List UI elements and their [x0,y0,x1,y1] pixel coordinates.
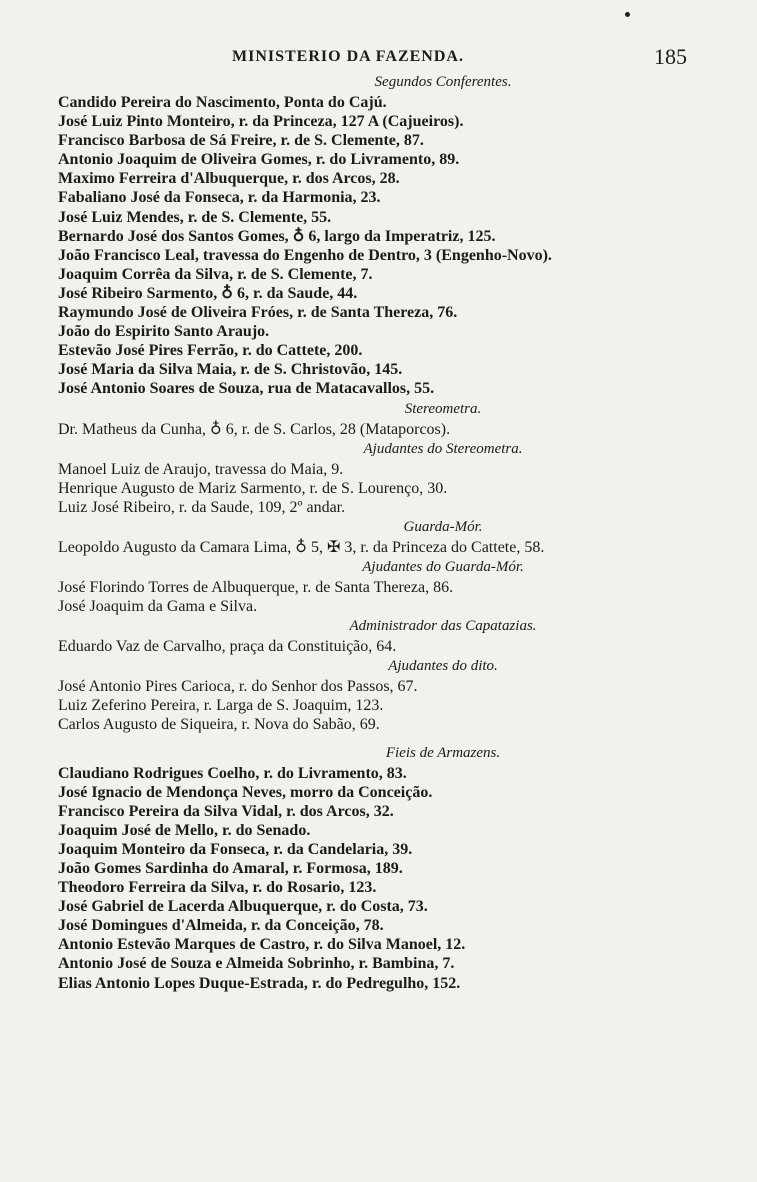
directory-entry: Antonio José de Souza e Almeida Sobrinho, r. Bambina, 7. [58,955,455,973]
directory-entry: José Luiz Mendes, r. de S. Clemente, 55. [58,208,332,226]
section [58,656,718,734]
section-title: Ajudantes do Stereometra. [363,440,523,457]
directory-entry: José Maria da Silva Maia, r. de S. Christovão, 145. [58,361,403,379]
section-title: Ajudantes do Guarda-Mór. [362,558,524,575]
directory-entry: Henrique Augusto de Mariz Sarmento, r. de S. Lourenço, 30. [58,479,448,497]
directory-entry: José Ignacio de Mendonça Neves, morro da Conceição. [58,783,433,801]
directory-entry: Leopoldo Augusto da Camara Lima, ♁ 5, ✠ 3, r. da Princeza do Cattete, 58. [58,538,545,556]
directory-entry: Antonio Joaquim de Oliveira Gomes, r. do Livramento, 89. [58,151,460,169]
directory-entry: Maximo Ferreira d'Albuquerque, r. dos Arcos, 28. [58,170,400,188]
section-title: Guarda-Mór. [403,518,483,535]
directory-entry: Theodoro Ferreira da Silva, r. do Rosario, 123. [58,879,377,897]
section [58,735,718,993]
directory-entry: João do Espirito Santo Araujo. [58,323,270,341]
section [58,399,718,439]
section [58,616,718,656]
directory-entry: Elias Antonio Lopes Duque-Estrada, r. do Pedregulho, 152. [58,974,461,992]
directory-entry: Manoel Luiz de Araujo, travessa do Maia, 9. [58,460,344,478]
section [58,72,718,399]
directory-entry: José Joaquim da Gama e Silva. [58,598,258,616]
directory-entry: José Antonio Pires Carioca, r. do Senhor dos Passos, 67. [58,678,418,696]
directory-entry: Luiz Zeferino Pereira, r. Larga de S. Joaquim, 123. [58,697,384,715]
directory-entry: Joaquim Corrêa da Silva, r. de S. Clemente, 7. [58,265,373,283]
directory-entry: Antonio Estevão Marques de Castro, r. do Silva Manoel, 12. [58,936,466,954]
ink-dot [625,12,630,17]
directory-entry: Claudiano Rodrigues Coelho, r. do Livramento, 83. [58,764,407,782]
section [58,557,718,616]
directory-entry: José Domingues d'Almeida, r. da Conceição, 78. [58,917,384,935]
directory-entry: João Francisco Leal, travessa do Engenho de Dentro, 3 (Engenho-Novo). [58,246,552,264]
section-title: Ajudantes do dito. [388,658,498,675]
directory-entry: Bernardo José dos Santos Gomes, ♁ 6, largo da Imperatriz, 125. [58,227,496,245]
directory-entry: Luiz José Ribeiro, r. da Saude, 109, 2º andar. [58,498,346,516]
directory-entry: Dr. Matheus da Cunha, ♁ 6, r. de S. Carlos, 28 (Mataporcos). [58,420,451,438]
directory-entry: José Luiz Pinto Monteiro, r. da Princeza, 127 A (Cajueiros). [58,113,464,131]
section-title: Fieis de Armazens. [385,744,501,761]
directory-entry: José Gabriel de Lacerda Albuquerque, r. do Costa, 73. [58,898,428,916]
section-title: Administrador das Capatazias. [349,618,537,635]
page-number: 185 [654,44,687,69]
directory-entry: Francisco Barbosa de Sá Freire, r. de S. Clemente, 87. [58,132,424,150]
directory-entry: Eduardo Vaz de Carvalho, praça da Constituição, 64. [58,638,397,656]
directory-entry: João Gomes Sardinha do Amaral, r. Formosa, 189. [58,860,403,877]
section-title: Segundos Conferentes. [374,74,512,90]
section [58,439,718,517]
running-title: MINISTERIO DA FAZENDA. [232,48,464,65]
directory-entry: José Antonio Soares de Souza, rua de Matacavallos, 55. [58,380,435,398]
directory-entry: Estevão José Pires Ferrão, r. do Cattete, 200. [58,342,363,360]
directory-entry: Joaquim Monteiro da Fonseca, r. da Candelaria, 39. [58,840,413,858]
directory-entry: Candido Pereira do Nascimento, Ponta do Cajú. [58,94,387,111]
directory-entry: Fabaliano José da Fonseca, r. da Harmonia, 23. [58,189,381,207]
section-title: Stereometra. [404,400,482,417]
directory-entry: Raymundo José de Oliveira Fróes, r. de Santa Thereza, 76. [58,304,458,322]
directory-entry: Francisco Pereira da Silva Vidal, r. dos Arcos, 32. [58,802,394,820]
directory-entry: Carlos Augusto de Siqueira, r. Nova do Sabão, 69. [58,716,380,734]
directory-listing [58,72,718,993]
directory-entry: José Florindo Torres de Albuquerque, r. de Santa Thereza, 86. [58,578,454,596]
directory-entry: José Ribeiro Sarmento, ♁ 6, r. da Saude, 44. [58,284,358,302]
page-header [0,44,757,72]
section [58,517,718,557]
directory-entry: Joaquim José de Mello, r. do Senado. [58,821,311,839]
